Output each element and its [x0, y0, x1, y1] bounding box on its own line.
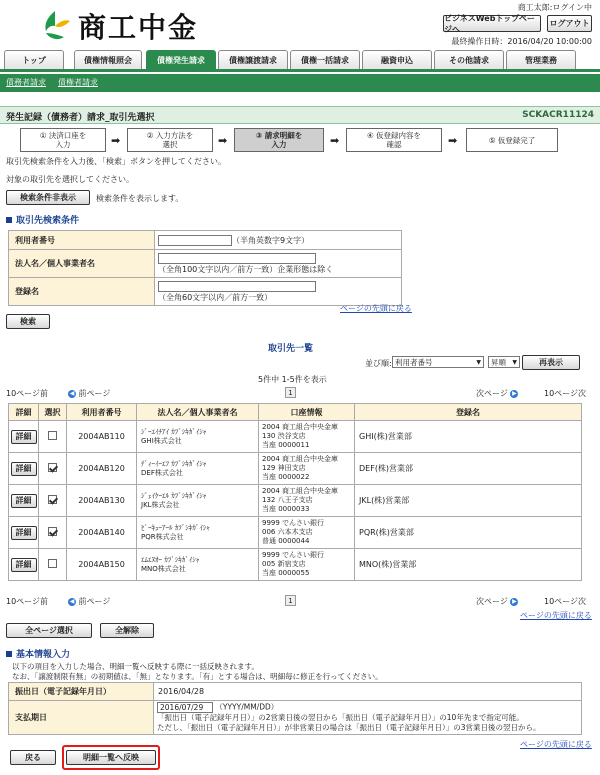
- step-arrow-icon: ➡: [330, 134, 340, 147]
- page-title: 発生記録（債務者）請求_取引先選択: [6, 113, 155, 123]
- col-detail: 詳細: [9, 404, 39, 421]
- user-number-input[interactable]: [158, 235, 232, 246]
- screen-code: SCKACR11124: [522, 110, 594, 120]
- user-number-label: 利用者番号: [9, 231, 155, 250]
- issue-date-value: 2016/04/28: [154, 683, 582, 701]
- user-number: 2004AB150: [67, 549, 137, 581]
- main-tabs: [0, 50, 600, 72]
- next-10-pages: 10ページ次: [544, 389, 587, 398]
- detail-button[interactable]: 詳細: [11, 526, 37, 540]
- step-5: ⑤ 仮登録完了: [466, 128, 558, 152]
- registered-name: DEF(株)営業部: [355, 453, 582, 485]
- page-number[interactable]: 1: [285, 387, 296, 398]
- toggle-search-button[interactable]: 検索条件非表示: [6, 190, 90, 205]
- prev-10-pages-bottom: 10ページ前: [6, 597, 49, 606]
- user-number-hint: （半角英数字9文字）: [232, 235, 310, 245]
- company-name: PQR株式会社: [141, 532, 184, 541]
- detail-button[interactable]: 詳細: [11, 430, 37, 444]
- arrow-left-icon: ◀: [69, 389, 75, 397]
- square-bullet-icon: [6, 217, 12, 223]
- next-page: 次ページ ▶: [476, 389, 517, 398]
- sort-order-select[interactable]: 昇順 ▼: [488, 356, 520, 368]
- select-checkbox[interactable]: [48, 495, 57, 504]
- table-row: 詳細 2004AB130 ｼﾞｪｲｹｰｴﾙ ｶﾌﾞｼｷｶﾞｲｼｬ JKL株式会社 2004 商工組合中央金庫 132 八王子支店 当座 0000033 JKL(株)営業部: [9, 485, 582, 517]
- table-row: 詳細 2004AB120 ﾃﾞｨｰｲｰｴﾌ ｶﾌﾞｼｷｶﾞｲｼｬ DEF株式会社 2004 商工組合中央金庫 129 神田支店 当座 0000022 DEF(株)営業部: [9, 453, 582, 485]
- due-date-label: 支払期日: [9, 701, 154, 735]
- toggle-search-note: 検索条件を表示します。: [96, 194, 184, 203]
- result-count: 5件中 1-5件を表示: [258, 375, 327, 384]
- instruction-search: 取引先検索条件を入力後、「検索」ボタンを押してください。: [6, 157, 226, 166]
- page-top-link[interactable]: ページの先頭に戻る: [520, 611, 592, 620]
- detail-button[interactable]: 詳細: [11, 558, 37, 572]
- user-number: 2004AB130: [67, 485, 137, 517]
- arrow-left-icon: ◀: [69, 597, 75, 605]
- select-checkbox[interactable]: [48, 527, 57, 536]
- due-date-note-1: 「振出日（電子記録年月日）」の2営業日後の翌日から「振出日（電子記録年月日）」の10年先まで指定可能。: [157, 713, 524, 722]
- deselect-all-button[interactable]: 全解除: [100, 623, 154, 638]
- logout-button[interactable]: ログアウト: [547, 15, 592, 32]
- registered-name: JKL(株)営業部: [355, 485, 582, 517]
- prev-10-pages: 10ページ前: [6, 389, 49, 398]
- search-heading: 取引先検索条件: [6, 213, 79, 226]
- company-name: GHI株式会社: [141, 436, 182, 445]
- search-button[interactable]: 検索: [6, 314, 50, 329]
- next-page-bottom: 次ページ ▶: [476, 597, 517, 606]
- logo-text: 商工中金: [78, 11, 199, 44]
- next-10-pages-bottom: 10ページ次: [544, 597, 587, 606]
- page-top-link[interactable]: ページの先頭に戻る: [340, 304, 412, 313]
- registered-name: MNO(株)営業部: [355, 549, 582, 581]
- basic-note-1: 以下の項目を入力した場合、明細一覧へ反映する際に一括反映されます。: [12, 662, 259, 671]
- detail-button[interactable]: 詳細: [11, 494, 37, 508]
- top-page-button[interactable]: ビジネスWebトップページへ: [443, 15, 541, 32]
- user-number: 2004AB110: [67, 421, 137, 453]
- list-heading: 取引先一覧: [268, 344, 314, 354]
- shokochukin-logo-icon: [38, 9, 72, 43]
- basic-info-heading: 基本情報入力: [6, 647, 70, 660]
- registered-name-input[interactable]: [158, 281, 316, 292]
- user-info: 商工太郎:ログイン中: [517, 3, 592, 12]
- select-checkbox[interactable]: [48, 559, 57, 568]
- step-1: ① 決済口座を 入力: [20, 128, 106, 152]
- step-2: ② 入力方法を 選択: [127, 128, 213, 152]
- tab-top[interactable]: トップ: [4, 50, 64, 69]
- company-name-input[interactable]: [158, 253, 316, 264]
- prev-page-bottom: ◀ 前ページ: [69, 597, 111, 606]
- col-user-number: 利用者番号: [67, 404, 137, 421]
- user-number: 2004AB120: [67, 453, 137, 485]
- chevron-down-icon: ▼: [512, 358, 517, 366]
- due-date-format: （YYYY/MM/DD）: [215, 702, 279, 712]
- tab-issue-request[interactable]: 債権発生請求: [146, 50, 216, 69]
- instruction-select: 対象の取引先を選択してください。: [6, 175, 134, 184]
- issue-date-label: 振出日（電子記録年月日）: [9, 683, 154, 701]
- arrow-right-icon: ▶: [512, 597, 517, 605]
- step-arrow-icon: ➡: [218, 134, 228, 147]
- subnav-creditor-request[interactable]: 債権者請求: [58, 78, 98, 87]
- tab-admin[interactable]: 管理業務: [506, 50, 576, 69]
- company-name: JKL株式会社: [141, 500, 180, 509]
- table-row: 詳細 2004AB110 ｼﾞｰｴｲﾁｱｲ ｶﾌﾞｼｷｶﾞｲｼｬ GHI株式会社 2004 商工組合中央金庫 130 渋谷支店 当座 0000011 GHI(株)営業部: [9, 421, 582, 453]
- subnav-debtor-request[interactable]: 債務者請求: [6, 78, 46, 87]
- prev-page: ◀ 前ページ: [69, 389, 111, 398]
- last-operation-time: 最終操作日時：2016/04/20 10:00:00: [451, 37, 592, 46]
- tab-other-request[interactable]: その他請求: [434, 50, 504, 69]
- col-account-info: 口座情報: [259, 404, 355, 421]
- table-row: 詳細 2004AB150 ｴﾑｴﾇｵｰ ｶﾌﾞｼｷｶﾞｲｼｬ MNO株式会社 9999 でんさい銀行 005 新宿支店 当座 0000055 MNO(株)営業部: [9, 549, 582, 581]
- step-3-current: ③ 請求明細を 入力: [234, 128, 324, 152]
- company-name: DEF株式会社: [141, 468, 183, 477]
- chevron-down-icon: ▼: [476, 358, 481, 366]
- select-checkbox[interactable]: [48, 431, 57, 440]
- step-4: ④ 仮登録内容を 確認: [346, 128, 442, 152]
- logo: [38, 6, 198, 46]
- tab-loan-application[interactable]: 融資申込: [362, 50, 432, 69]
- col-registered-name: 登録名: [355, 404, 582, 421]
- tab-bulk-request[interactable]: 債権一括請求: [290, 50, 360, 69]
- col-company-name: 法人名／個人事業者名: [137, 404, 259, 421]
- partner-table: [8, 403, 582, 581]
- arrow-right-icon: ▶: [512, 389, 517, 397]
- page-title-bar: [0, 106, 600, 124]
- sort-label: 並び順:: [365, 359, 392, 368]
- step-arrow-icon: ➡: [448, 134, 458, 147]
- step-arrow-icon: ➡: [111, 134, 121, 147]
- header: [0, 0, 600, 48]
- registered-name-hint: （全角60文字以内／前方一致）: [158, 292, 273, 302]
- registered-name: GHI(株)営業部: [355, 421, 582, 453]
- company-name-hint: （全角100文字以内／前方一致）企業形態は除く: [158, 264, 334, 274]
- page-number-bottom[interactable]: 1: [285, 595, 296, 606]
- due-date-input[interactable]: 2016/07/29: [157, 702, 213, 713]
- company-name: MNO株式会社: [141, 564, 186, 573]
- back-button[interactable]: 戻る: [10, 750, 56, 765]
- user-number: 2004AB140: [67, 517, 137, 549]
- detail-button[interactable]: 詳細: [11, 462, 37, 476]
- tab-transfer-request[interactable]: 債権譲渡請求: [218, 50, 288, 69]
- square-bullet-icon: [6, 651, 12, 657]
- redisplay-button[interactable]: 再表示: [522, 355, 580, 370]
- registered-name: PQR(株)営業部: [355, 517, 582, 549]
- basic-info-form: [8, 682, 582, 735]
- reflect-to-list-button[interactable]: 明細一覧へ反映: [66, 750, 156, 765]
- basic-note-2: なお、「譲渡制限有無」の初期値は、「無」となります。「有」とする場合は、明細毎に修正を行ってください。: [12, 672, 383, 681]
- tab-inquiry[interactable]: 債権情報照会: [74, 50, 142, 69]
- due-date-note-2: ただし、「振出日（電子記録年月日）」が非営業日の場合は「振出日（電子記録年月日）」の3営業日後の翌日から。: [157, 723, 541, 732]
- sub-nav: [0, 74, 600, 92]
- select-checkbox[interactable]: [48, 463, 57, 472]
- select-all-pages-button[interactable]: 全ページ選択: [6, 623, 92, 638]
- company-name-label: 法人名／個人事業者名: [9, 250, 155, 278]
- table-row: 詳細 2004AB140 ﾋﾟｰｷｭｰｱｰﾙ ｶﾌﾞｼｷｶﾞｲｼｬ PQR株式会社 9999 でんさい銀行 006 六本木支店 普通 0000044 PQR(株)営業部: [9, 517, 582, 549]
- col-select: 選択: [39, 404, 67, 421]
- page-top-link[interactable]: ページの先頭に戻る: [520, 740, 592, 749]
- registered-name-label: 登録名: [9, 278, 155, 306]
- sort-field-select[interactable]: 利用者番号 ▼: [392, 356, 484, 368]
- search-form: [8, 230, 402, 306]
